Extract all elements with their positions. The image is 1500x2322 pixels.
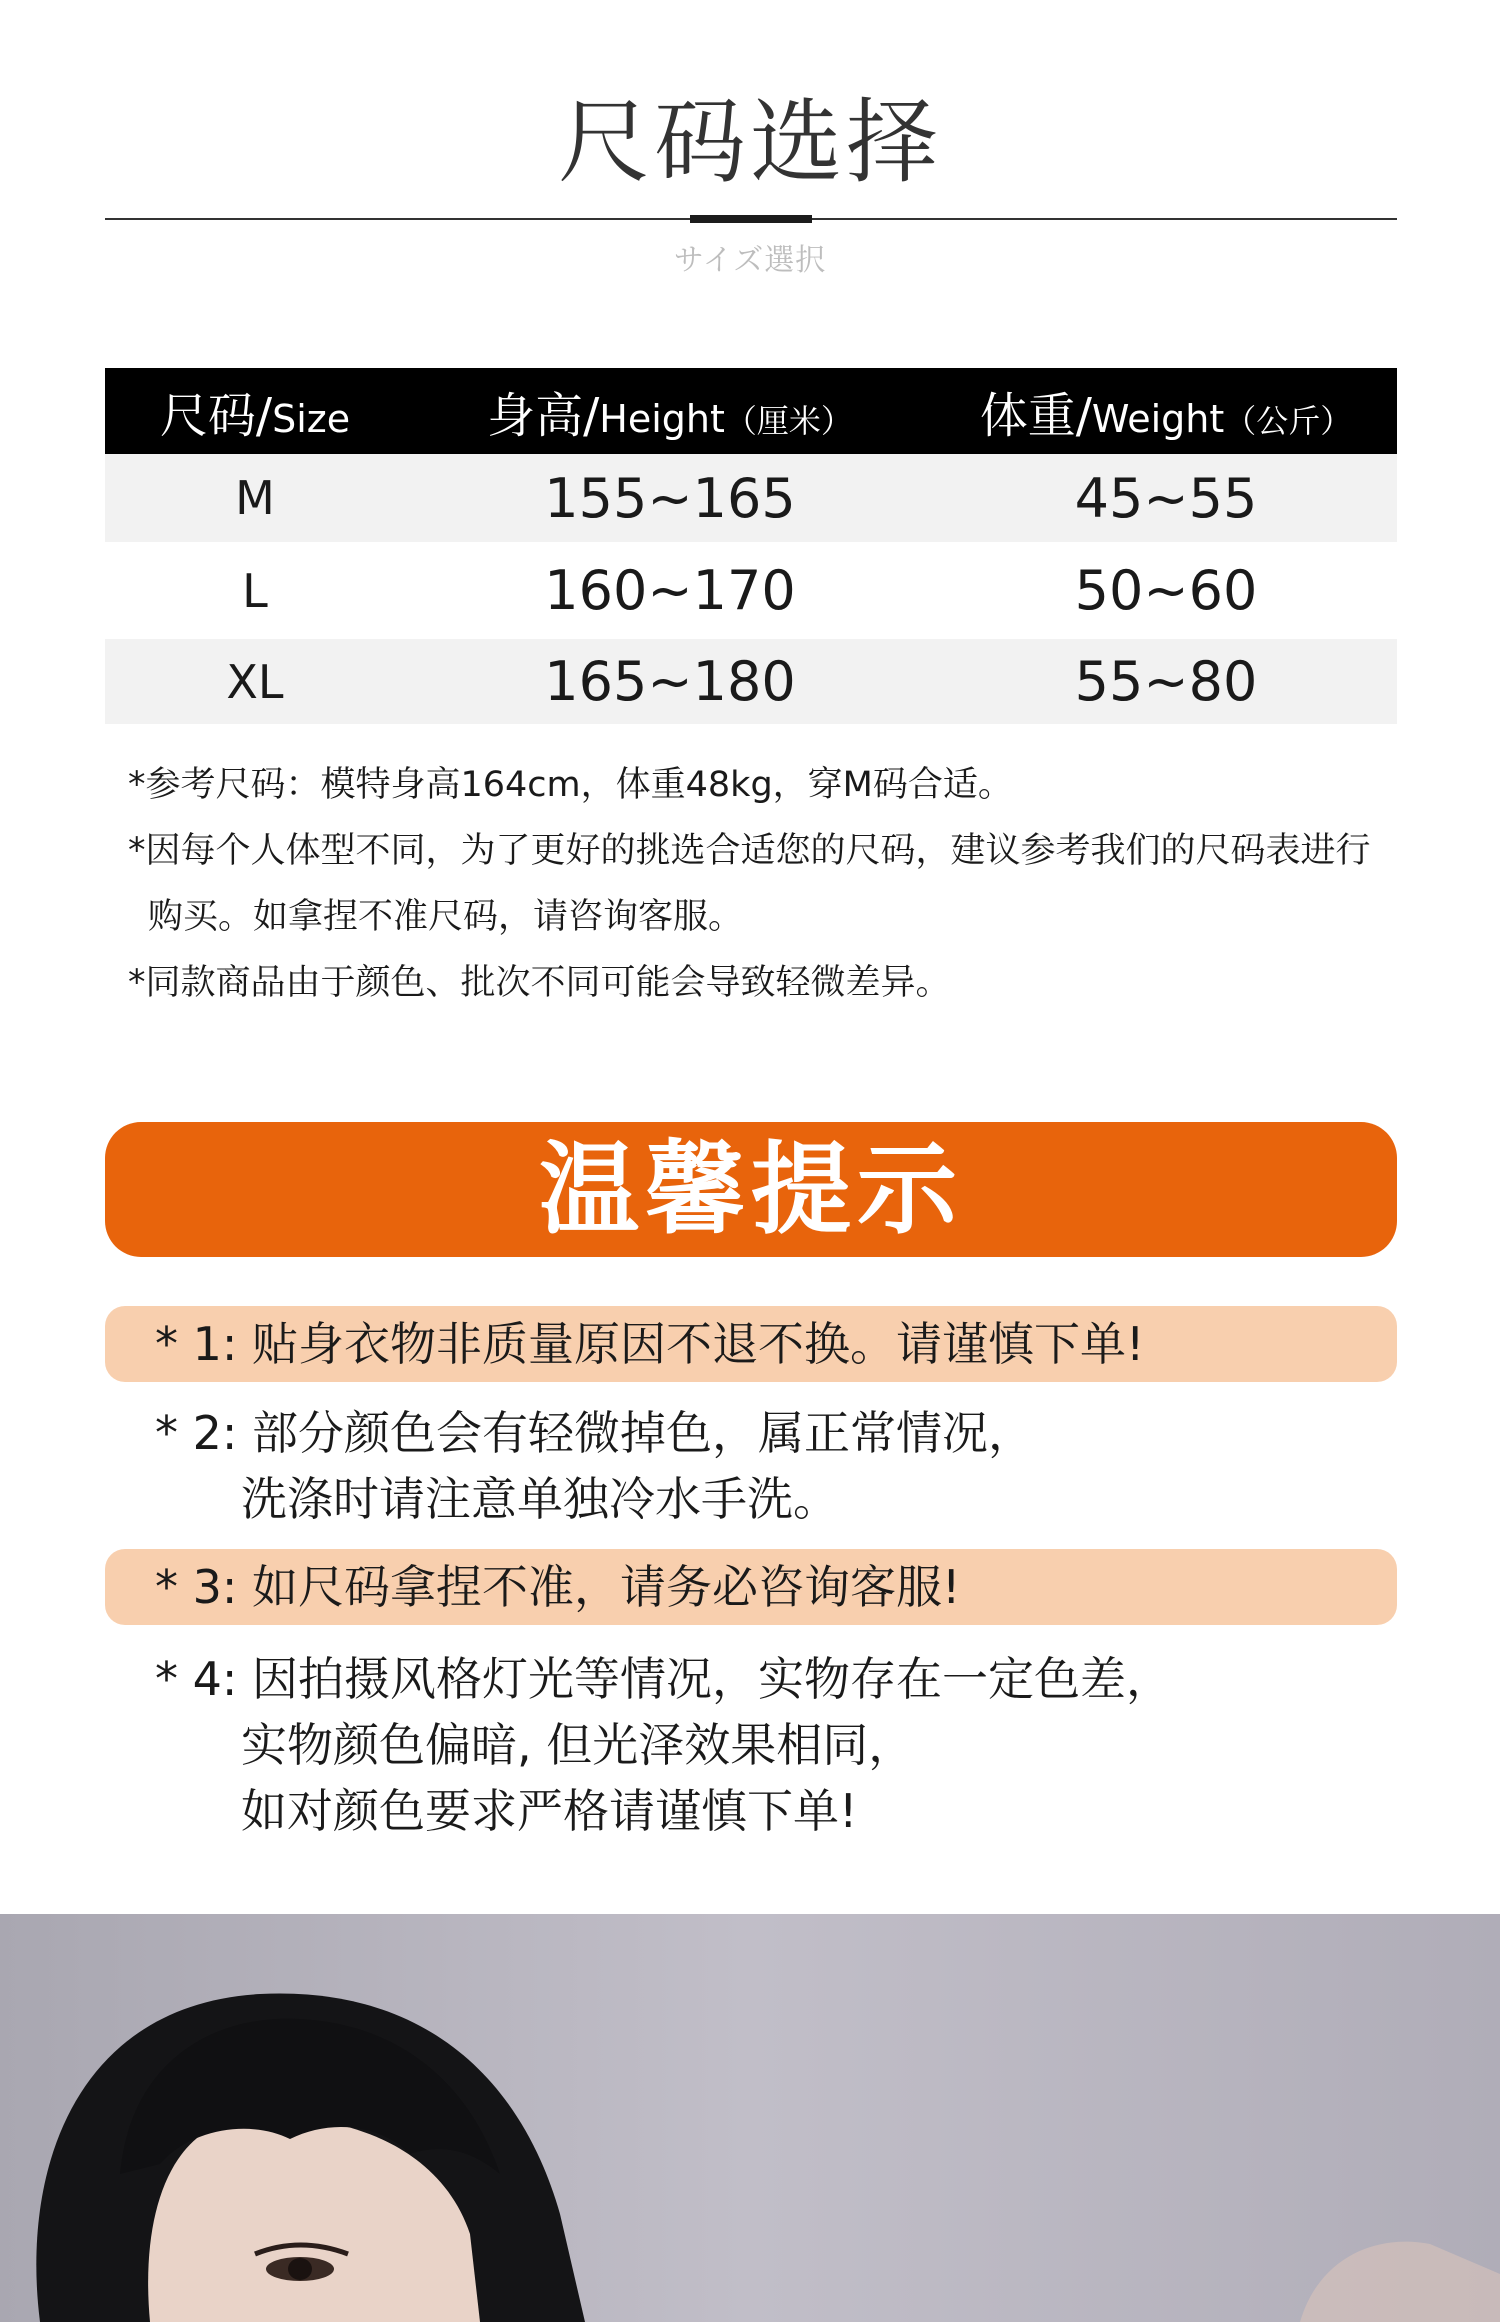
header-size bbox=[105, 368, 405, 454]
header-height-main: 身高/ bbox=[487, 387, 600, 444]
title-divider-accent bbox=[690, 215, 812, 223]
header-size-sub: Size bbox=[272, 396, 351, 441]
cell-weight: 45~55 bbox=[935, 454, 1397, 542]
cell-size: L bbox=[105, 542, 405, 639]
size-table bbox=[105, 368, 1397, 724]
header-height-sub: Height bbox=[599, 396, 725, 441]
table-row bbox=[105, 542, 1397, 639]
tip-line: * 2: 部分颜色会有轻微掉色，属正常情况， bbox=[155, 1406, 1035, 1460]
tips-banner bbox=[105, 1122, 1397, 1257]
header-weight-sub: Weight bbox=[1091, 396, 1225, 441]
cell-weight: 55~80 bbox=[935, 639, 1397, 724]
model-photo bbox=[0, 1914, 1500, 2322]
note-color-variance: *同款商品由于颜色、批次不同可能会导致轻微差异。 bbox=[128, 963, 951, 1003]
page-subtitle: サイズ選択 bbox=[673, 243, 827, 278]
tip-line: * 4: 因拍摄风格灯光等情况，实物存在一定色差， bbox=[155, 1652, 1173, 1706]
page-title: 尺码选择 bbox=[557, 89, 942, 196]
tip-line: * 3: 如尺码拿捏不准，请务必咨询客服! bbox=[155, 1560, 961, 1614]
table-row bbox=[105, 639, 1397, 724]
tip-item-3 bbox=[155, 1554, 1385, 1620]
header-height bbox=[405, 368, 935, 454]
tip-line: 洗涤时请注意单独冷水手洗。 bbox=[241, 1472, 839, 1526]
table-row bbox=[105, 454, 1397, 542]
cell-size: M bbox=[105, 454, 405, 542]
header-weight-main: 体重/ bbox=[979, 387, 1092, 444]
cell-size: XL bbox=[105, 639, 405, 724]
header-height-unit: （厘米） bbox=[724, 401, 853, 440]
cell-height: 165~180 bbox=[405, 639, 935, 724]
cell-weight: 50~60 bbox=[935, 542, 1397, 639]
cell-height: 155~165 bbox=[405, 454, 935, 542]
note-reference-size: *参考尺码：模特身高164cm，体重48kg，穿M码合适。 bbox=[128, 765, 1013, 805]
tip-item-4 bbox=[155, 1646, 1385, 1844]
header-weight bbox=[935, 368, 1397, 454]
header-size-main: 尺码/ bbox=[159, 387, 273, 444]
tip-line: * 1: 贴身衣物非质量原因不退不换。请谨慎下单! bbox=[155, 1317, 1145, 1371]
tip-item-1 bbox=[155, 1311, 1385, 1377]
header-weight-unit: （公斤） bbox=[1224, 401, 1353, 440]
tips-banner-title: 温馨提示 bbox=[539, 1130, 963, 1248]
model-photo-illustration bbox=[0, 1914, 1500, 2322]
size-table-header bbox=[105, 368, 1397, 454]
tip-line: 如对颜色要求严格请谨慎下单! bbox=[241, 1784, 858, 1838]
cell-height: 160~170 bbox=[405, 542, 935, 639]
tip-item-2 bbox=[155, 1400, 1385, 1532]
size-notes bbox=[128, 752, 1398, 1016]
tip-line: 实物颜色偏暗, 但光泽效果相同， bbox=[241, 1718, 915, 1772]
note-size-advice: *因每个人体型不同，为了更好的挑选合适您的尺码，建议参考我们的尺码表进行购买。如拿捏不准尺码，请咨询客服。 bbox=[128, 831, 1371, 937]
